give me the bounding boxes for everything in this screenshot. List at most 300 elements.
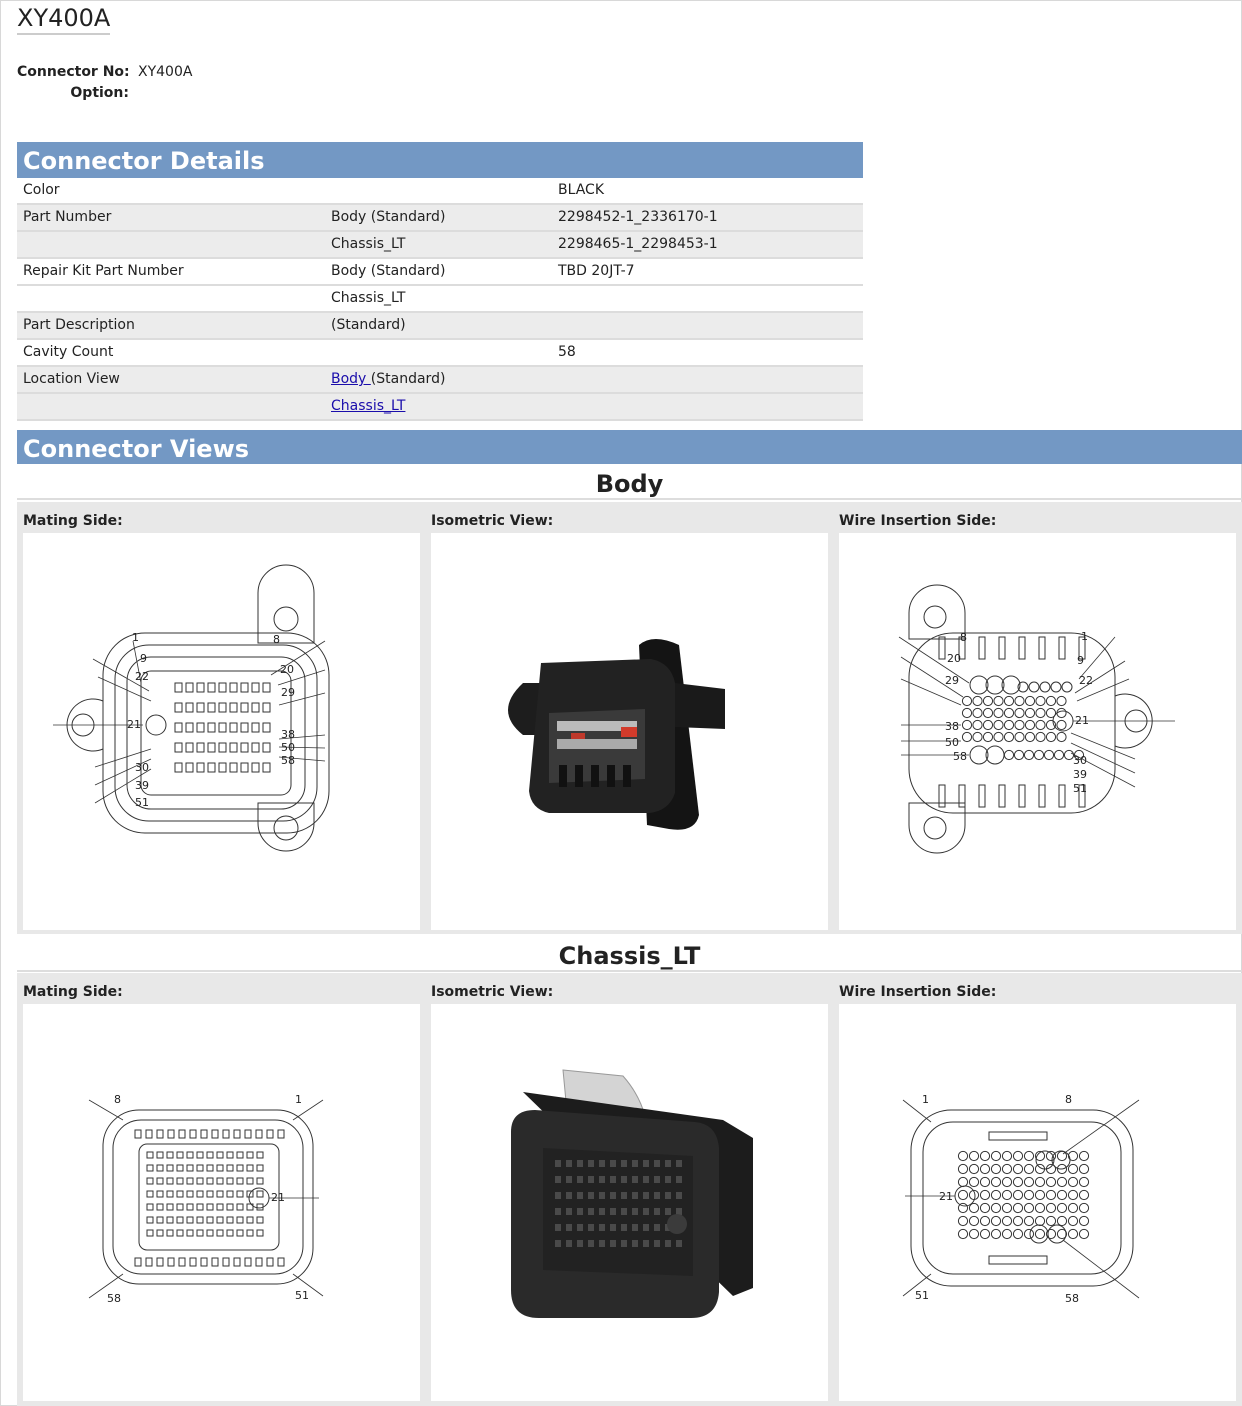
cavity [599,1240,605,1247]
cavity [187,1230,193,1236]
cavity [643,1208,649,1215]
detail-label [17,231,325,258]
pin-label: 30 [135,761,149,774]
cavity [241,743,248,752]
latch-bar [989,1132,1047,1140]
rib [979,785,985,807]
rib [1039,637,1045,659]
cavity [177,1230,183,1236]
cavity [654,1224,660,1231]
panel-mating-side [17,502,425,934]
cavity [197,683,204,692]
connector-no-label: Connector No: [17,64,130,80]
cavity [157,1165,163,1171]
cavity [197,703,204,712]
panel-label: Mating Side: [23,513,123,529]
cavity [1013,1177,1022,1186]
pin-label: 39 [1073,768,1087,781]
pin-label: 58 [1065,1292,1079,1305]
cavity [175,703,182,712]
cavity [1015,708,1024,717]
mounting-ear [909,585,965,639]
cavity [632,1240,638,1247]
cavity [962,720,971,729]
cavity [1013,1203,1022,1212]
cavity [1079,1203,1088,1212]
cavity [610,1176,616,1183]
page-title: XY400A [17,4,110,35]
table-row [17,393,863,420]
cavity [1046,1203,1055,1212]
pin-leader-line [1063,1240,1139,1298]
cavity [257,1217,263,1223]
cavity [1013,1216,1022,1225]
cavity [632,1160,638,1167]
cavity [186,683,193,692]
cavity [1046,1216,1055,1225]
cavity [177,1204,183,1210]
cavity [621,1176,627,1183]
pin-label: 50 [281,741,295,754]
cavity [588,1224,594,1231]
cavity [207,1165,213,1171]
pin-label: 9 [140,652,147,665]
cavity [676,1208,682,1215]
cavity [1024,1216,1033,1225]
cavity [230,723,237,732]
cavity [577,1240,583,1247]
detail-value [552,312,863,339]
cavity [1035,1203,1044,1212]
cavity [599,1224,605,1231]
cavity [599,1208,605,1215]
cavity [1004,750,1013,759]
cavity [1025,708,1034,717]
cavity [958,1164,967,1173]
rib [999,637,1005,659]
cavity [263,683,270,692]
cavity [555,1208,561,1215]
rib [1059,637,1065,659]
cavity [973,720,982,729]
latch-slot [146,1258,152,1266]
detail-label: Location View [17,366,325,393]
cavity [247,1165,253,1171]
cavity [257,1230,263,1236]
cavity [983,732,992,741]
cavity [197,1165,203,1171]
detail-label: Part Description [17,312,325,339]
cavity [577,1208,583,1215]
table-row [17,258,863,285]
cavity [197,1191,203,1197]
cavity [237,1204,243,1210]
cavity [252,683,259,692]
large-cavity [970,746,988,764]
cavity [991,1177,1000,1186]
cavity [980,1151,989,1160]
cavity [1004,696,1013,705]
cavity [1079,1177,1088,1186]
cavity [241,723,248,732]
cavity [207,1191,213,1197]
pin-label: 8 [273,633,280,646]
cavity [241,763,248,772]
cavity [237,1191,243,1197]
location-view-body-link[interactable]: Body [331,371,371,387]
cavity [1024,1190,1033,1199]
detail-value: TBD 20JT-7 [552,258,863,285]
cavity [175,763,182,772]
rib [1019,785,1025,807]
cavity [1057,732,1066,741]
cavity [187,1152,193,1158]
cavity [654,1208,660,1215]
view-group-title-chassis: Chassis_LT [17,938,1242,972]
pin-label: 51 [135,796,149,809]
cavity [1024,1203,1033,1212]
cavity [983,708,992,717]
cavity [1035,1229,1044,1238]
red-terminal [621,727,637,737]
cavity [1002,1203,1011,1212]
cavity [991,1190,1000,1199]
pin-label: 8 [960,631,967,644]
pin-label: 30 [1073,754,1087,767]
cavity [676,1176,682,1183]
cavity [969,1216,978,1225]
cavity [1046,708,1055,717]
cavity [186,723,193,732]
cavity [973,732,982,741]
cavity [175,743,182,752]
cavity [1036,708,1045,717]
large-cavity [1002,676,1020,694]
cavity [665,1176,671,1183]
cavity [187,1178,193,1184]
detail-label: Color [17,178,325,204]
cavity [665,1160,671,1167]
rib [939,785,945,807]
cavity [588,1192,594,1199]
cavity [994,696,1003,705]
latch-slot [157,1130,163,1138]
cavity [676,1160,682,1167]
cavity [1068,1164,1077,1173]
connector-diagram-box [23,533,420,930]
cavity [980,1203,989,1212]
cavity [1046,1177,1055,1186]
cavity [991,1216,1000,1225]
option-label: Option: [70,85,129,101]
cavity [1029,682,1039,692]
cavity [187,1191,193,1197]
cavity [147,1204,153,1210]
cavity [1068,1151,1077,1160]
cavity [230,743,237,752]
cavity [1035,1190,1044,1199]
cavity [577,1176,583,1183]
cavity [257,1152,263,1158]
connector-meta [17,62,192,104]
panel-label: Isometric View: [431,513,554,529]
pin-label: 8 [1065,1093,1072,1106]
latch-slot [179,1258,185,1266]
cavity [969,1177,978,1186]
cavity [958,1203,967,1212]
cavity [241,703,248,712]
chassis-isometric-image [431,1004,828,1401]
cavity [175,683,182,692]
latch-slot [278,1130,284,1138]
pin-label: 20 [947,652,961,665]
rib [939,637,945,659]
cavity [1004,720,1013,729]
cavity [958,1229,967,1238]
cavity [177,1152,183,1158]
cavity [1057,1229,1066,1238]
detail-value: 2298465-1_2298453-1 [552,231,863,258]
latch-slot [135,1258,141,1266]
red-terminal [571,733,585,739]
cavity [1024,1151,1033,1160]
pin-label: 1 [132,631,139,644]
cavity [247,1178,253,1184]
cavity [177,1191,183,1197]
cavity [1046,1190,1055,1199]
latch-bar [989,1256,1047,1264]
location-view-body-suffix: (Standard) [370,371,446,387]
cavity [167,1152,173,1158]
pin-label: 39 [135,779,149,792]
latch-slot [190,1258,196,1266]
pin-label: 58 [107,1292,121,1305]
large-cavity [986,676,1004,694]
cavity [665,1192,671,1199]
panel-label: Wire Insertion Side: [839,513,997,529]
cavity [599,1160,605,1167]
pin-label: 58 [281,754,295,767]
cavity [610,1208,616,1215]
cavity [577,1160,583,1167]
cavity [208,763,215,772]
detail-sub [325,366,552,393]
cavity [207,1230,213,1236]
cavity [643,1192,649,1199]
cavity [1014,750,1023,759]
cavity [969,1229,978,1238]
pin-label: 51 [1073,782,1087,795]
locking-rib [559,765,567,787]
location-view-chassis-link[interactable]: Chassis_LT [331,398,406,414]
table-row [17,285,863,312]
rib [1059,785,1065,807]
cavity [599,1192,605,1199]
cavity [237,1152,243,1158]
cavity [1079,1164,1088,1173]
cavity [257,1191,263,1197]
latch-slot [212,1130,218,1138]
cavity [147,1230,153,1236]
cavity [1002,1151,1011,1160]
cavity [186,763,193,772]
cavity [227,1217,233,1223]
cavity [167,1230,173,1236]
cavity [599,1176,605,1183]
cavity [577,1192,583,1199]
cavity [654,1192,660,1199]
detail-sub: Body (Standard) [325,204,552,231]
cavity [958,1177,967,1186]
latch-slot [168,1130,174,1138]
pin-leader-line [1079,637,1115,679]
cavity [187,1217,193,1223]
cavity [237,1230,243,1236]
cavity [1004,732,1013,741]
cavity [1025,720,1034,729]
latch-slot [245,1130,251,1138]
pin-label: 50 [945,736,959,749]
large-cavity [146,715,166,735]
cavity [1034,750,1043,759]
pin-label: 22 [135,670,149,683]
cavity [566,1160,572,1167]
detail-sub: (Standard) [325,312,552,339]
pin-label: 38 [945,720,959,733]
pin-label: 8 [114,1093,121,1106]
panel-label: Wire Insertion Side: [839,984,997,1000]
cavity [147,1165,153,1171]
pin-label: 21 [271,1191,285,1204]
cavity [1002,1190,1011,1199]
cavity [217,1152,223,1158]
cavity [1002,1229,1011,1238]
cavity [1002,1177,1011,1186]
panel-mating-side [17,973,425,1406]
cavity [566,1240,572,1247]
cavity [676,1240,682,1247]
cavity [654,1176,660,1183]
latch-slot [234,1258,240,1266]
housing-inner [127,657,305,809]
cavity [1068,1177,1077,1186]
cavity [980,1190,989,1199]
cavity [1035,1216,1044,1225]
cavity [980,1229,989,1238]
cavity [197,1204,203,1210]
view-group-title-body: Body [17,466,1242,500]
pin-leader-line [1063,1100,1139,1154]
cavity [207,1217,213,1223]
cavity [958,1190,967,1199]
connector-no-value: XY400A [138,64,193,80]
cavity [969,1151,978,1160]
rib [1039,785,1045,807]
cavity [1057,708,1066,717]
detail-label: Cavity Count [17,339,325,366]
cavity [555,1160,561,1167]
cavity [1079,1190,1088,1199]
latch-slot [267,1258,273,1266]
cavity [177,1217,183,1223]
cavity [665,1240,671,1247]
cavity [1054,750,1063,759]
cavity [962,732,971,741]
panel-wire-insertion-side [833,973,1241,1406]
cavity [969,1164,978,1173]
pin-label: 29 [945,674,959,687]
view-panels-chassis [17,973,1242,1406]
table-row [17,312,863,339]
cavity [263,743,270,752]
cavity [1025,732,1034,741]
cavity [621,1224,627,1231]
cavity [983,696,992,705]
cavity [230,683,237,692]
cavity [654,1240,660,1247]
cavity [555,1176,561,1183]
cavity [980,1216,989,1225]
cavity [1079,1216,1088,1225]
cavity [197,743,204,752]
pin-label: 21 [127,718,141,731]
rib [1019,637,1025,659]
cavity [147,1178,153,1184]
cavity [555,1224,561,1231]
cavity [994,708,1003,717]
cavity [1002,1164,1011,1173]
mounting-hole [924,817,946,839]
cavity [252,703,259,712]
cavity [621,1240,627,1247]
cavity [1015,720,1024,729]
cavity [1062,682,1072,692]
cavity [207,1152,213,1158]
cavity [219,703,226,712]
latch-slot [201,1130,207,1138]
cavity [1051,682,1061,692]
cavity [247,1230,253,1236]
detail-value: 58 [552,339,863,366]
cavity [247,1152,253,1158]
cavity [588,1240,594,1247]
cavity [621,1208,627,1215]
detail-value: BLACK [552,178,863,204]
cavity [1002,1216,1011,1225]
cavity [167,1165,173,1171]
cavity [980,1164,989,1173]
pin-label: 1 [1081,630,1088,643]
cavity [566,1192,572,1199]
mounting-hole [274,607,298,631]
table-row [17,231,863,258]
cavity [1079,1229,1088,1238]
pin-label: 29 [281,686,295,699]
panel-isometric-view [425,502,833,934]
large-cavity [986,746,1004,764]
table-row [17,339,863,366]
cavity [566,1224,572,1231]
chassis-mating-diagram [23,1004,420,1401]
cavity [208,743,215,752]
cavity [1068,1203,1077,1212]
cavity [263,763,270,772]
cavity [994,732,1003,741]
detail-sub: Chassis_LT [325,231,552,258]
detail-label: Repair Kit Part Number [17,258,325,285]
cavity [973,708,982,717]
cavity [969,1203,978,1212]
